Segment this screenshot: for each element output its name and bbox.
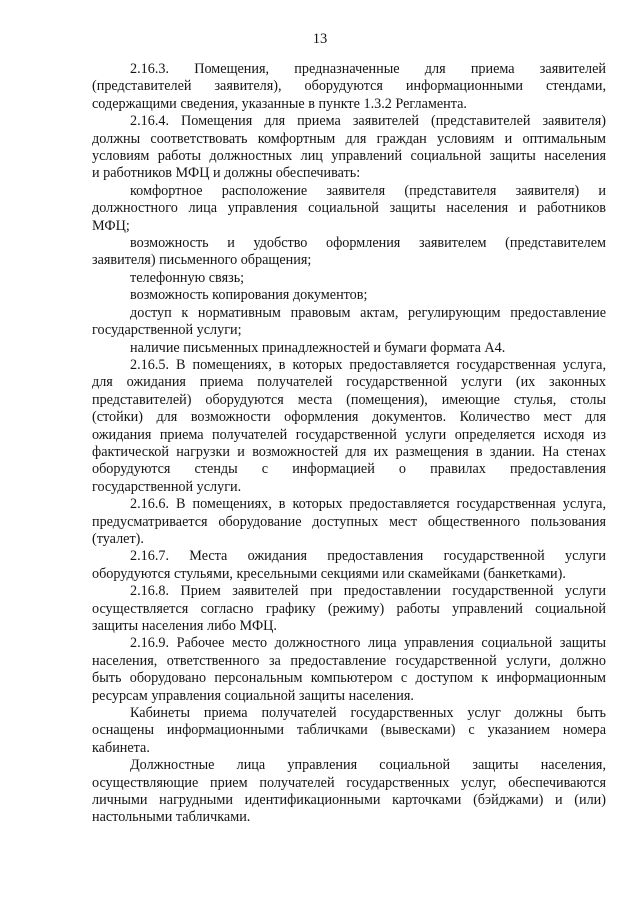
text-line: для ожидания приема получателей государственной услуги (их законных bbox=[92, 374, 606, 391]
text-line: государственной услуги. bbox=[92, 478, 242, 495]
paragraph bbox=[92, 270, 606, 287]
text-line: доступ к нормативным правовым актам, регулирующим предоставление bbox=[130, 304, 606, 321]
text-line: телефонную связь; bbox=[130, 269, 245, 286]
text-line: 2.16.4. Помещения для приема заявителей (представителей заявителя) bbox=[130, 113, 606, 130]
text-line: условиям работы должностных лиц управлений социальной защиты населения bbox=[92, 148, 606, 165]
text-line: населения, ответственного за предоставление государственной услуги, должно bbox=[92, 652, 606, 669]
text-line: комфортное расположение заявителя (представителя заявителя) и bbox=[130, 182, 606, 199]
text-line: быть оборудовано персональным компьютером с доступом к информационным bbox=[92, 670, 606, 687]
text-line: наличие письменных принадлежностей и бумаги формата А4. bbox=[130, 339, 506, 356]
text-line: (представителей заявителя), оборудуются информационными стендами, bbox=[92, 78, 606, 95]
text-line: (туалет). bbox=[92, 530, 144, 547]
text-line: 2.16.5. В помещениях, в которых предоставляется государственная услуга, bbox=[130, 356, 606, 373]
text-line: оборудуются стенды с информацией о правилах предоставления bbox=[92, 461, 606, 478]
document-body bbox=[92, 61, 606, 827]
paragraph bbox=[92, 235, 606, 270]
text-line: осуществляющие прием получателей государственных услуг, обеспечиваются bbox=[92, 774, 606, 791]
paragraph bbox=[92, 287, 606, 304]
text-line: возможность и удобство оформления заявителем (представителем bbox=[130, 235, 606, 252]
text-line: личными нагрудными идентификационными карточками (бэйджами) и (или) bbox=[92, 792, 606, 809]
text-line: Кабинеты приема получателей государственных услуг должны быть bbox=[130, 705, 606, 722]
text-line: фактической нагрузки и возможностей для их размещения в здании. На стенах bbox=[92, 443, 606, 460]
text-line: представителей) оборудуются места (помещения), имеющие стулья, столы bbox=[92, 391, 606, 408]
text-line: 2.16.8. Прием заявителей при предоставлении государственной услуги bbox=[130, 583, 606, 600]
paragraph bbox=[92, 583, 606, 635]
paragraph bbox=[92, 113, 606, 183]
paragraph bbox=[92, 61, 606, 113]
text-line: оснащены информационными табличками (вывесками) с указанием номера bbox=[92, 722, 606, 739]
text-line: осуществляется согласно графику (режиму) работы управлений социальной bbox=[92, 600, 606, 617]
text-line: 2.16.3. Помещения, предназначенные для приема заявителей bbox=[130, 61, 606, 77]
text-line: (стойки) для возможности оформления документов. Количество мест для bbox=[92, 409, 606, 426]
text-line: оборудуются стульями, кресельными секциями или скамейками (банкетками). bbox=[92, 565, 566, 582]
text-line: возможность копирования документов; bbox=[130, 287, 368, 304]
text-line: содержащими сведения, указанные в пункте 1.3.2 Регламента. bbox=[92, 95, 467, 112]
text-line: Должностные лица управления социальной защиты населения, bbox=[130, 757, 606, 774]
paragraph bbox=[92, 357, 606, 496]
text-line: и работников МФЦ и должны обеспечивать: bbox=[92, 165, 361, 182]
text-line: 2.16.6. В помещениях, в которых предоставляется государственная услуга, bbox=[130, 496, 606, 513]
text-line: защиты населения либо МФЦ. bbox=[92, 618, 277, 634]
paragraph bbox=[92, 340, 606, 357]
text-line: должностного лица управления социальной защиты населения и работников bbox=[92, 200, 606, 217]
text-line: кабинета. bbox=[92, 739, 150, 756]
paragraph bbox=[92, 757, 606, 827]
text-line: настольными табличками. bbox=[92, 809, 251, 826]
text-line: предусматривается оборудование доступных мест общественного пользования bbox=[92, 513, 606, 530]
text-line: 2.16.7. Места ожидания предоставления государственной услуги bbox=[130, 548, 606, 565]
paragraph bbox=[92, 705, 606, 757]
text-line: должны соответствовать комфортным для граждан условиям и оптимальным bbox=[92, 130, 606, 147]
paragraph bbox=[92, 496, 606, 548]
page-number: 13 bbox=[312, 31, 328, 47]
paragraph bbox=[92, 548, 606, 583]
text-line: заявителя) письменного обращения; bbox=[92, 252, 312, 269]
text-line: 2.16.9. Рабочее место должностного лица управления социальной защиты bbox=[130, 635, 606, 652]
paragraph bbox=[92, 635, 606, 705]
text-line: ожидания приема получателей государственной услуги определяется исходя из bbox=[92, 426, 606, 443]
paragraph bbox=[92, 305, 606, 340]
paragraph bbox=[92, 183, 606, 235]
text-line: МФЦ; bbox=[92, 217, 130, 234]
text-line: государственной услуги; bbox=[92, 322, 242, 339]
text-line: ресурсам управления социальной защиты населения. bbox=[92, 687, 414, 704]
